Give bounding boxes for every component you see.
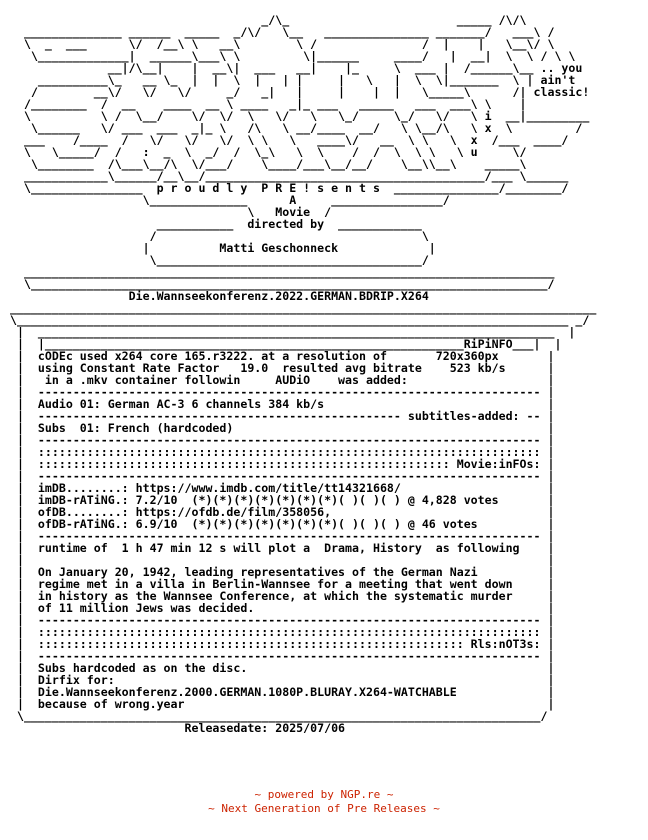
nfo-ascii-document: _/\_ _____ /\/\ ______________ ______ _____ _/\/ \__ _______________ _______/ ___\ / \ _ ___ \/ /__\ \ __\ \ / / | | \__\/ \ \_____________| ______\___\ \ \|______ ____/ | __| \ \ / \ \ __|/\__| | __\| ___ __| |_ \ ___ | /______\__ .. you __________\_ __ \_ | | \ | | | | \ | \ \|_______ \ | ain't / __\/ \/ \/ _/ _| | | | | \_____\ /| classic! /________ / __ ____ __ \ ____ _|_ ___ _____ ___ ___\ \ | \ \ / \__/ \/ \/ \ \/ \ \_/ \_/ \/ \ i __|_________ \______ \/ ___ ___ _|_ \ /\ \ __/____ __/ \ \__/\ \ x \ / ___ /____ / \/ \/ \/ \ \ \ ____\/ __ \ \ \ x /___ ____/ \ \_____/ / : _ \ _/ / \_\ \ \ / / \ \ \ \ u \/ \________ /\___\__/\ \/___/ \____/___\__/__/ \__\\__\ _____\ ____________\______/__\__/________________________________________/___ \______ \________________ p r o u d l y P R E ! s e n t s _______________/________/ \______________ A ________________/ \ Movie / ___________ directed by ____________ / \ | Matti Geschonneck | \______________________________________/ ____________________________________________________________________________ \__________________________________________________________________________/ Die.Wannseekonferenz.2022.GERMAN.BDRIP.X264 ____________________________________________________________________________________ \_______________________________________________________________________________ _/ | __________________________________________________________________________ | | |____________________________________________________________RiPiNFO___| | | cODEc used x264 core 165.r3222. at a resolution of 720x360px | | using Constant Rate Factor 19.0 resulted avg bitrate 523 kb/s | | in a .mkv container followin AUDiO was added: | | ------------------------------------------------------------------------ | | Audio 01: German AC-3 6 channels 384 kb/s | | ---------------------------------------------------- subtitles-added: -- | | Subs 01: French (hardcoded) | | ------------------------------------------------------------------------ | | :::::::::::::::::::::::::::::::::::::::::::::::::::::::::::::::::::::::: | | ::::::::::::::::::::::::::::::::::::::::::::::::::::::::::: Movie:inFOs: | | ------------------------------------------------------------------------ | | imDB........: https://www.imdb.com/title/tt14321668/ | | imDB-rATiNG.: 7.2/10 (*)(*)(*)(*)(*)(*)(*)( )( )( ) @ 4,828 votes | | ofDB........: https://ofdb.de/film/358056, | | ofDB-rATiNG.: 6.9/10 (*)(*)(*)(*)(*)(*)(*)( )( )( ) @ 46 votes | | ------------------------------------------------------------------------ | | runtime of 1 h 47 min 12 s will plot a Drama, History as following | | | | On January 20, 1942, leading representatives of the German Nazi | | regime met in a villa in Berlin-Wannsee for a meeting that went down | | in history as the Wannsee Conference, at which the systematic murder | | of 11 million Jews was decided. | | ------------------------------------------------------------------------ | | :::::::::::::::::::::::::::::::::::::::::::::::::::::::::::::::::::::::: | | ::::::::::::::::::::::::::::::::::::::::::::::::::::::::::::: Rls:nOT3s: | | ------------------------------------------------------------------------ | | Subs hardcoded as on the disc. | | Dirfix for: | | Die.Wannseekonferenz.2000.GERMAN.1080P.BLURAY.X264-WATCHABLE | | because of wrong.year | \__________________________________________________________________________/ Releasedate: 2025/07/06: [10, 14, 597, 735]
footer-tagline: ~ Next Generation of Pre Releases ~: [208, 802, 440, 815]
footer-powered-by: ~ powered by NGP.re ~: [254, 788, 394, 801]
